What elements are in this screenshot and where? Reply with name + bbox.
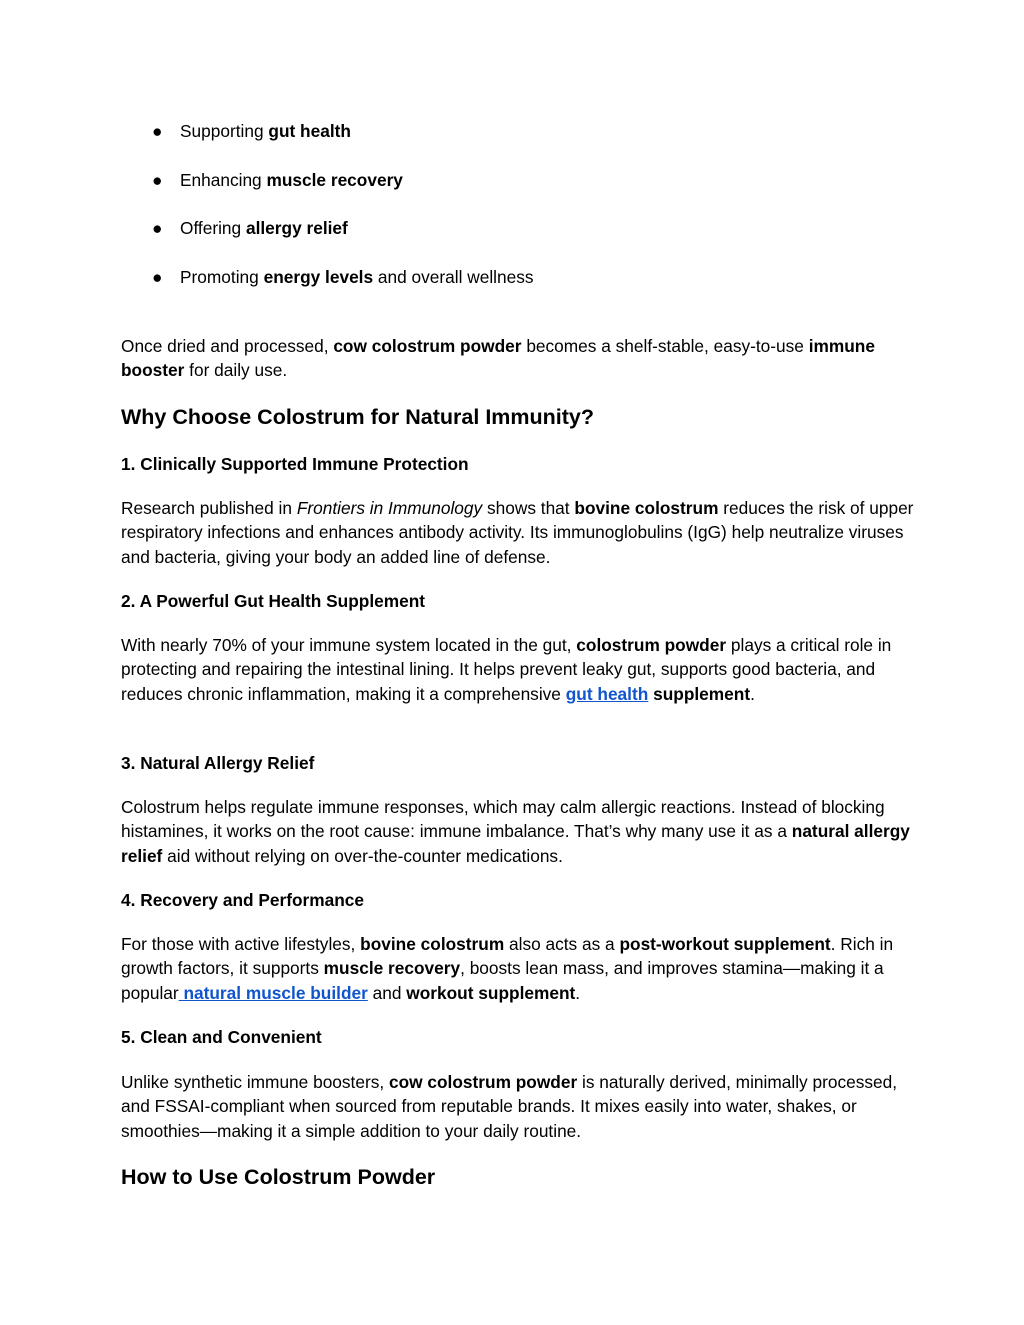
list-item: ● Promoting energy levels and overall wellness [152, 267, 534, 287]
section-3-heading: 3. Natural Allergy Relief [121, 753, 315, 773]
section-5-paragraph: Unlike synthetic immune boosters, cow colostrum powder is naturally derived, minimally processed, and FSSAI-compliant when sourced from reputable brands. It mixes easily into water, shakes, or smoothies—making it a simple addition to your daily routine. [121, 1072, 898, 1141]
list-item: ● Supporting gut health [152, 121, 351, 141]
bullet-icon: ● [152, 170, 163, 190]
why-heading: Why Choose Colostrum for Natural Immunity? [121, 405, 595, 429]
gut-health-link[interactable]: gut health [565, 683, 649, 704]
list-item: ● Offering allergy relief [152, 218, 348, 238]
natural-muscle-builder-link[interactable]: natural muscle builder [178, 982, 368, 1003]
section-5-heading: 5. Clean and Convenient [121, 1027, 322, 1047]
section-2-heading: 2. A Powerful Gut Health Supplement [121, 591, 426, 611]
intro-paragraph: Once dried and processed, cow colostrum powder becomes a shelf-stable, easy-to-use immune booster for daily use. [121, 336, 875, 381]
bullet-icon: ● [152, 267, 163, 287]
section-2-paragraph: With nearly 70% of your immune system located in the gut, colostrum powder plays a critical role in protecting and repairing the intestinal lining. It helps prevent leaky gut, supports good bacteria, and reduces chronic inflammation, making it a comprehensive gut health supplement. [121, 635, 892, 704]
bullet-icon: ● [152, 121, 163, 141]
section-4-heading: 4. Recovery and Performance [121, 890, 365, 910]
section-1-heading: 1. Clinically Supported Immune Protection [121, 454, 469, 474]
section-1-paragraph: Research published in Frontiers in Immunology shows that bovine colostrum reduces the risk of upper respiratory infections and enhances antibody activity. Its immunoglobulins (IgG) help neutralize viruses and bacteria, giving your body an added line of defense. [121, 498, 914, 567]
bullet-icon: ● [152, 218, 163, 238]
section-4-paragraph: For those with active lifestyles, bovine colostrum also acts as a post-workout supplement. Rich in growth factors, it supports muscle recovery, boosts lean mass, and improves stamina—making it a popular natural muscle builder and workout supplement. [121, 934, 894, 1003]
list-item: ● Enhancing muscle recovery [152, 170, 403, 190]
section-3-paragraph: Colostrum helps regulate immune responses, which may calm allergic reactions. Instead of blocking histamines, it works on the root cause: immune imbalance. That’s why many use it as a natural allergy relief aid without relying on over-the-counter medications. [121, 797, 910, 866]
how-heading: How to Use Colostrum Powder [121, 1165, 436, 1189]
